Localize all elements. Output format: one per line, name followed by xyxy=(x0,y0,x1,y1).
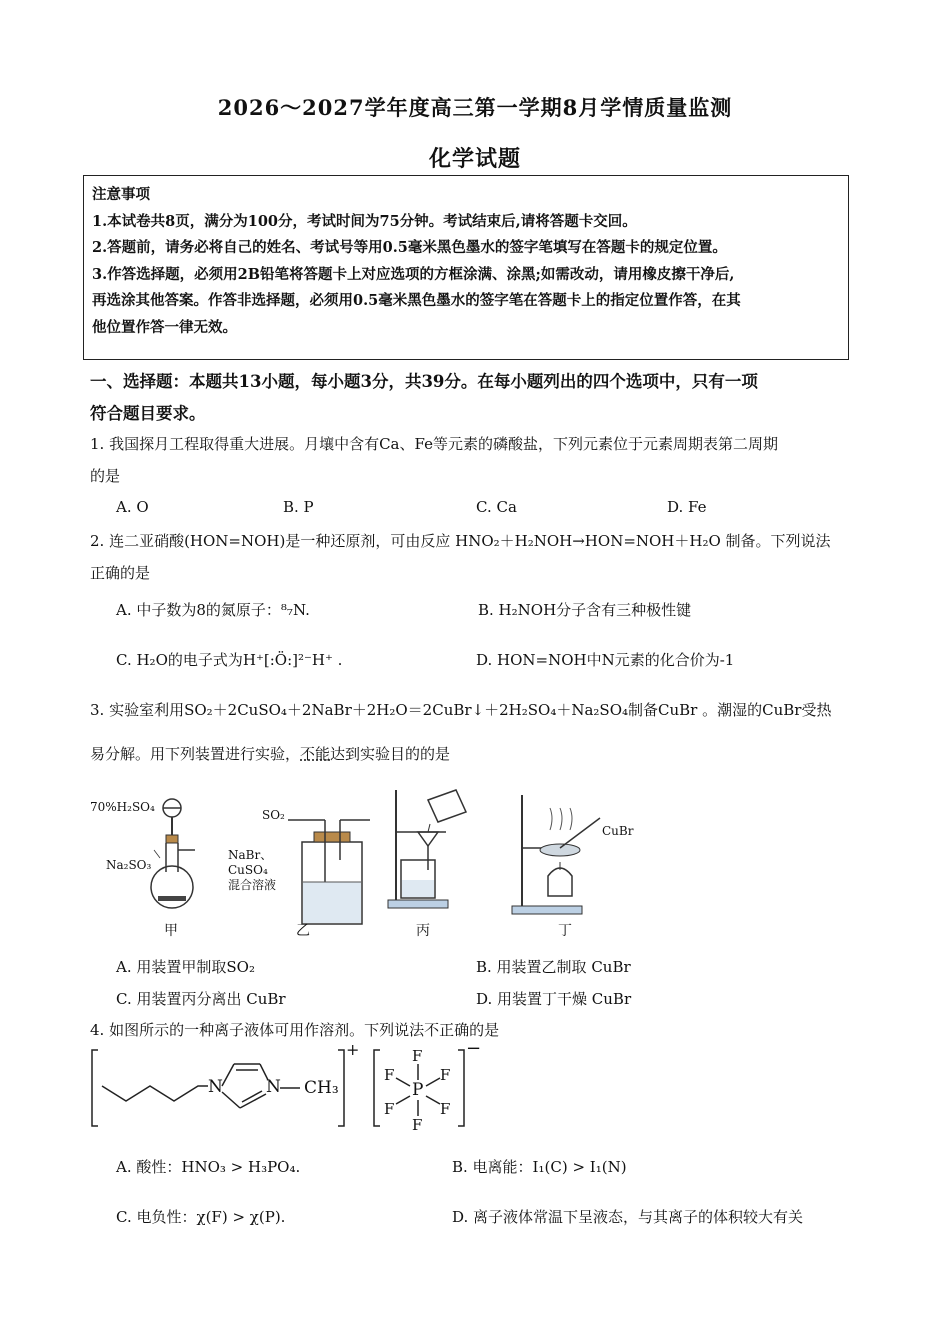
yi-sol-2: CuSO₄ xyxy=(228,863,268,877)
label-yi: 乙 xyxy=(296,923,310,939)
q3-option-c: C. 用装置丙分离出 CuBr xyxy=(116,990,286,1008)
apparatus-figure xyxy=(90,780,650,940)
section-heading: 一、选择题：本题共13小题，每小题3分，共39分。在每小题列出的四个选项中，只有一项 xyxy=(90,372,758,391)
yi-solution-label xyxy=(228,848,276,893)
q2-option-b: B. H₂NOH分子含有三种极性键 xyxy=(478,601,692,619)
q4-option-d: D. 离子液体常温下呈液态，与其离子的体积较大有关 xyxy=(452,1208,804,1226)
label-bing: 丙 xyxy=(416,923,430,939)
q3-emphasis: 不能 xyxy=(300,745,331,763)
notice-box xyxy=(83,175,849,360)
q4-option-c: C. 电负性：χ(F) > χ(P). xyxy=(116,1208,286,1226)
q3-option-d: D. 用装置丁干燥 CuBr xyxy=(476,990,632,1008)
q3-option-a: A. 用装置甲制取SO₂ xyxy=(116,958,255,976)
q1-option-d: D. Fe xyxy=(667,498,707,516)
yi-sol-1: NaBr、 xyxy=(228,848,273,862)
n1-atom: N xyxy=(208,1077,223,1097)
f-atom-top: F xyxy=(412,1047,423,1065)
structure-drawing xyxy=(90,1046,490,1138)
yi-sol-3: 混合溶液 xyxy=(228,878,277,892)
q2-stem-2: 正确的是 xyxy=(90,564,151,582)
ionic-liquid-structure xyxy=(90,1038,490,1136)
f-atom-lower-right: F xyxy=(440,1100,451,1118)
q3-stem-2 xyxy=(90,743,450,764)
notice-line-3: 3.作答选择题，必须用2B铅笔将答题卡上对应选项的方框涂满、涂黑;如需改动，请用橡皮擦干净后, xyxy=(92,265,735,283)
yi-gas-label: SO₂ xyxy=(262,808,285,822)
q3-stem-2a: 易分解。用下列装置进行实验， xyxy=(90,745,301,763)
q4-option-a: A. 酸性：HNO₃ > H₃PO₄. xyxy=(116,1158,301,1176)
q2-option-c: C. H₂O的电子式为H⁺[:Ö:]²⁻H⁺ . xyxy=(116,651,343,669)
f-atom-lower-left: F xyxy=(384,1100,395,1118)
q3-stem-2c: 达到实验目的的是 xyxy=(330,745,451,763)
exam-title: 2026～2027学年度高三第一学期8月学情质量监测 xyxy=(217,95,733,120)
f-atom-upper-left: F xyxy=(384,1066,395,1084)
notice-line-1: 1.本试卷共8页，满分为100分，考试时间为75分钟。考试结束后,请将答题卡交回。 xyxy=(92,212,637,230)
q1-option-b: B. P xyxy=(283,498,314,516)
p-atom: P xyxy=(412,1080,424,1100)
notice-line-5: 他位置作答一律无效。 xyxy=(92,318,237,336)
f-atom-upper-right: F xyxy=(440,1066,451,1084)
anion-charge: − xyxy=(466,1038,482,1059)
q1-stem: 1. 我国探月工程取得重大进展。月壤中含有Ca、Fe等元素的磷酸盐，下列元素位于元素周期表第二周期 xyxy=(90,435,778,453)
q1-option-c: C. Ca xyxy=(476,498,517,516)
jia-acid-label: 70%H₂SO₄ xyxy=(90,800,155,814)
q4-stem: 4. 如图所示的一种离子液体可用作溶剂。下列说法不正确的是 xyxy=(90,1021,500,1039)
cation-charge: + xyxy=(346,1040,360,1059)
apparatus-ding xyxy=(510,790,640,920)
exam-subtitle: 化学试题 xyxy=(428,146,521,172)
label-ding: 丁 xyxy=(558,923,572,939)
q2-option-a: A. 中子数为8的氮原子：⁸₇N. xyxy=(116,601,310,619)
q3-stem: 3. 实验室利用SO₂＋2CuSO₄＋2NaBr＋2H₂O＝2CuBr↓＋2H₂SO₄＋Na₂SO₄制备CuBr 。潮湿的CuBr受热 xyxy=(90,701,832,719)
f-atom-bottom: F xyxy=(412,1116,423,1134)
notice-heading: 注意事项 xyxy=(92,186,150,203)
methyl-group: CH₃ xyxy=(304,1078,339,1098)
notice-line-2: 2.答题前，请务必将自己的姓名、考试号等用0.5毫米黑色墨水的签字笔填写在答题卡的规定位置。 xyxy=(92,239,727,256)
q2-option-d: D. HON=NOH中N元素的化合价为-1 xyxy=(476,651,735,669)
q1-stem-2: 的是 xyxy=(90,467,121,485)
n2-atom: N xyxy=(266,1077,281,1097)
section-heading-2: 符合题目要求。 xyxy=(90,404,206,423)
ding-cubr-label: CuBr xyxy=(602,824,634,838)
q2-stem: 2. 连二亚硝酸(HON=NOH)是一种还原剂，可由反应 HNO₂＋H₂NOH→HON=NOH＋H₂O 制备。下列说法 xyxy=(90,532,831,550)
label-jia: 甲 xyxy=(164,923,178,939)
apparatus-bing xyxy=(386,780,496,910)
apparatus-yi xyxy=(280,800,380,930)
jia-salt-label: Na₂SO₃ xyxy=(106,858,152,872)
notice-line-4: 再选涂其他答案。作答非选择题，必须用0.5毫米黑色墨水的签字笔在答题卡上的指定位置作答，在其 xyxy=(92,292,741,309)
q1-option-a: A. O xyxy=(116,498,149,516)
q3-option-b: B. 用装置乙制取 CuBr xyxy=(476,958,631,976)
q4-option-b: B. 电离能：I₁(C) > I₁(N) xyxy=(452,1158,627,1176)
